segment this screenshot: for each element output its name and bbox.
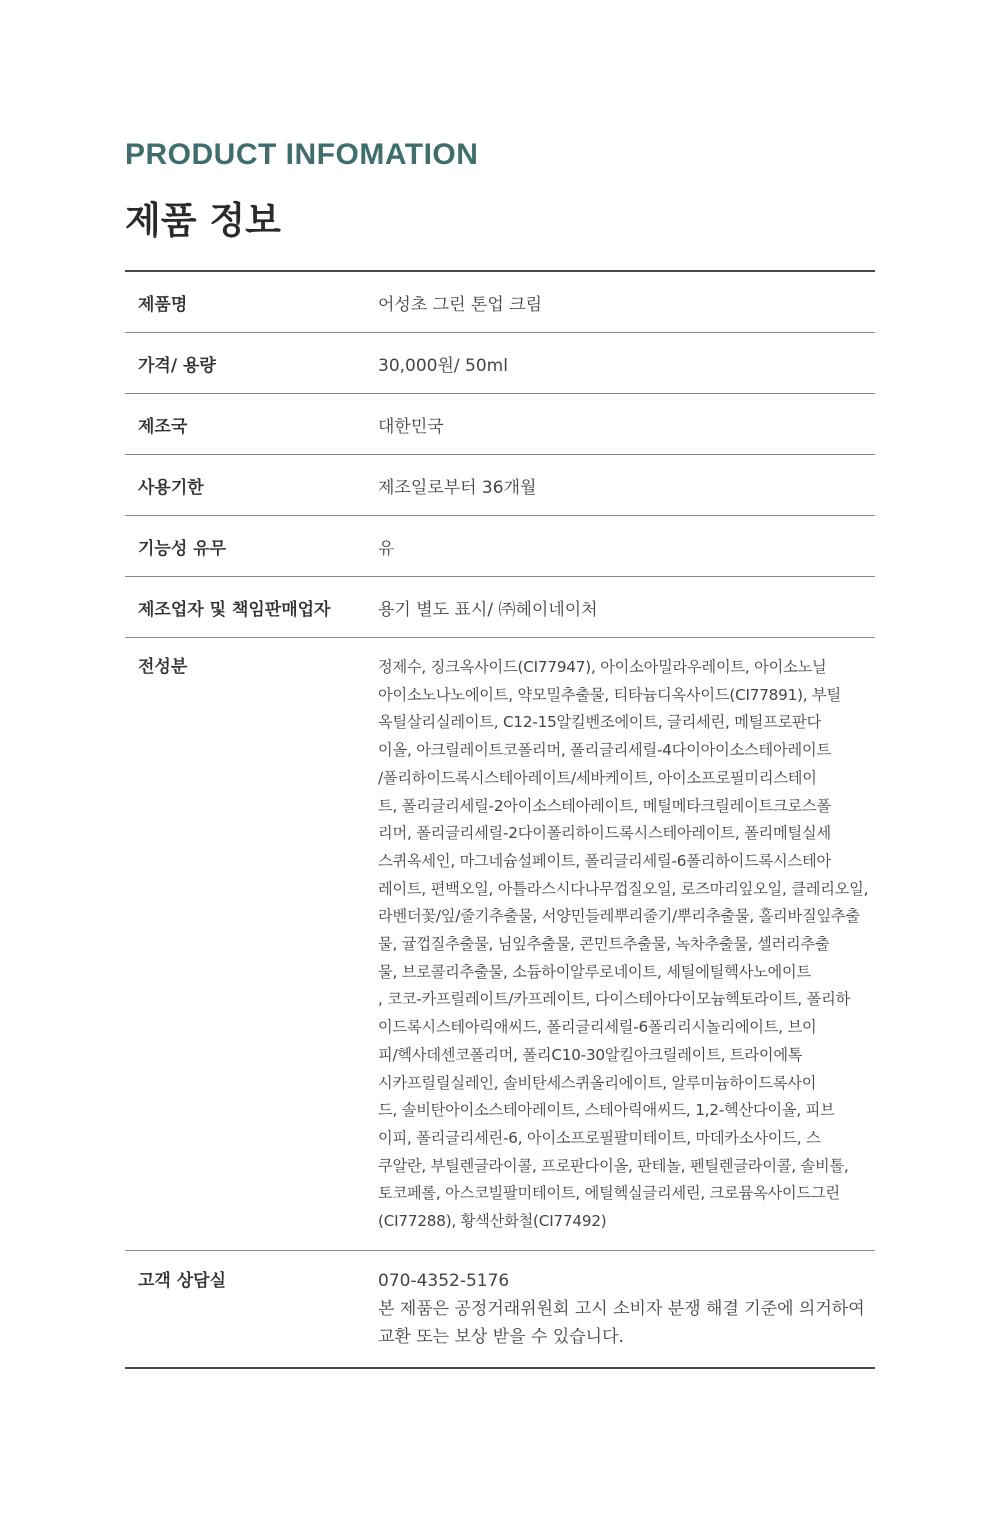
ingredient-line: 라벤더꽃/잎/줄기추출물, 서양민들레뿌리줄기/뿌리추출물, 홀리바질잎추출 [378, 907, 860, 926]
row-value: 대한민국 [378, 416, 444, 437]
ingredient-line: , 코코-카프릴레이트/카프레이트, 다이스테아다이모늄헥토라이트, 폴리하 [378, 990, 851, 1009]
ingredient-line: 이드록시스테아릭애씨드, 폴리글리세릴-6폴리리시놀리에이트, 브이 [378, 1018, 817, 1037]
row-label: 전성분 [138, 657, 188, 677]
section-eyebrow: PRODUCT INFOMATION [125, 138, 479, 171]
dispute-notice-line: 본 제품은 공정거래위원회 고시 소비자 분쟁 해결 기준에 의거하여 [378, 1298, 865, 1319]
page-title: 제품 정보 [125, 199, 281, 242]
ingredient-line: 토코페롤, 아스코빌팔미테이트, 에틸헥실글리세린, 크로뮴옥사이드그린 [378, 1184, 840, 1203]
dispute-notice-line: 교환 또는 보상 받을 수 있습니다. [378, 1326, 624, 1347]
row-label: 사용기한 [138, 477, 204, 498]
ingredient-line: 아이소노나노에이트, 약모밀추출물, 티타늄디옥사이드(CI77891), 부틸 [378, 685, 841, 704]
info-row-price-volume [125, 333, 875, 394]
ingredient-line: 피/헥사데센코폴리머, 폴리C10-30알킬아크릴레이트, 트라이에톡 [378, 1045, 803, 1064]
info-row-manufacturer [125, 577, 875, 638]
ingredient-line: 옥틸살리실레이트, C12-15알킬벤조에이트, 글리세린, 메틸프로판다 [378, 713, 822, 732]
product-info-table [125, 270, 875, 1369]
ingredient-line: 트, 폴리글리세릴-2아이소스테아레이트, 메틸메타크릴레이트크로스폴 [378, 796, 831, 815]
phone-number: 070-4352-5176 [378, 1270, 510, 1291]
info-row-product-name [125, 272, 875, 333]
ingredient-line: 리머, 폴리글리세릴-2다이폴리하이드록시스테아레이트, 폴리메틸실세 [378, 824, 831, 843]
ingredient-line: 레이트, 편백오일, 아틀라스시다나무껍질오일, 로즈마리잎오일, 클레리오일, [378, 879, 869, 898]
row-label: 제조업자 및 책임판매업자 [138, 599, 331, 620]
info-row-functional [125, 516, 875, 577]
ingredient-line: 스퀴옥세인, 마그네슘설페이트, 폴리글리세릴-6폴리하이드록시스테아 [378, 851, 831, 870]
row-value: 어성초 그린 톤업 크림 [378, 294, 543, 315]
customer-service-text [378, 1267, 875, 1351]
row-value: 30,000원/ 50ml [378, 355, 508, 376]
info-row-country [125, 394, 875, 455]
row-label: 기능성 유무 [138, 538, 227, 559]
ingredients-text [378, 654, 875, 1236]
row-label: 제품명 [138, 294, 188, 315]
info-row-expiry [125, 455, 875, 516]
ingredient-line: 물, 브로콜리추출물, 소듐하이알루로네이트, 세틸에틸헥사노에이트 [378, 962, 811, 981]
ingredient-line: 정제수, 징크옥사이드(CI77947), 아이소아밀라우레이트, 아이소노닐 [378, 658, 827, 676]
row-label: 제조국 [138, 416, 188, 437]
row-label: 가격/ 용량 [138, 355, 216, 376]
row-value: 유 [378, 538, 395, 559]
row-label: 고객 상담실 [138, 1270, 227, 1291]
ingredient-line: 쿠알란, 부틸렌글라이콜, 프로판다이올, 판테놀, 펜틸렌글라이콜, 솔비톨, [378, 1156, 849, 1175]
ingredient-line: 이올, 아크릴레이트코폴리머, 폴리글리세릴-4다이아이소스테아레이트 [378, 741, 831, 760]
ingredient-line: 드, 솔비탄아이소스테아레이트, 스테아릭애씨드, 1,2-헥산다이올, 피브 [378, 1101, 835, 1120]
info-row-customer-service [125, 1251, 875, 1367]
ingredient-line: /폴리하이드록시스테아레이트/세바케이트, 아이소프로필미리스테이 [378, 768, 817, 787]
ingredient-line: 시카프릴릴실레인, 솔비탄세스퀴올리에이트, 알루미늄하이드록사이 [378, 1073, 817, 1092]
row-value: 제조일로부터 36개월 [378, 477, 537, 498]
info-row-ingredients [125, 638, 875, 1251]
row-value: 용기 별도 표시/ ㈜헤이네이처 [378, 599, 598, 620]
ingredient-line: 이피, 폴리글리세린-6, 아이소프로필팔미테이트, 마데카소사이드, 스 [378, 1128, 821, 1147]
ingredient-line: 물, 귤껍질추출물, 님잎추출물, 콘민트추출물, 녹차추출물, 셀러리추출 [378, 935, 830, 954]
ingredient-line: (CI77288), 황색산화철(CI77492) [378, 1212, 607, 1231]
